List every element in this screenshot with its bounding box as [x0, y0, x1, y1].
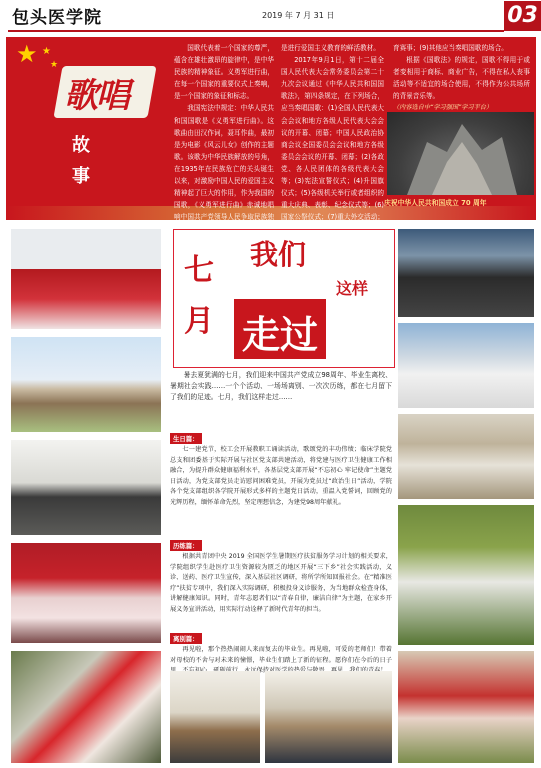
- volunteer-photo: [11, 651, 161, 763]
- classroom-photo: [398, 414, 534, 499]
- big-star-icon: ★: [16, 40, 38, 68]
- outdoor-clinic-photo: [398, 505, 534, 645]
- feature-title-char: 事: [72, 166, 90, 187]
- section-text: 七一建党节，校工会开展教职工诵读活动，歌颂党的丰功伟绩；临床学院党总支和团委基于实际开展与社区党支部共建活动，将党建与医疗卫生健康工作相融合，为提升群众健康福利水平，各基层党支部开展“不忘初心 牢记使命”主题党日活动，为党支部党员走访慰问困难党员，开展为党员过“政治生日”活动，学院各个党支部组织各学院开展形式多样的主题党日活动，重温入党誓词，回顾党的光辉历程，缅怀革命先烈，坚定理想信念，为建党98周年献礼。: [170, 446, 392, 506]
- section-tag: 离别篇：: [170, 633, 202, 644]
- body-section: [170, 626, 392, 677]
- event-photo: [11, 229, 161, 329]
- feature-column-1: [174, 42, 274, 260]
- group-photo: [11, 440, 161, 535]
- small-star-icon: ★: [42, 46, 51, 57]
- paragraph: 育赛事；(9)其他应当奏唱国歌的场合。: [393, 44, 508, 52]
- intro-paragraph: 暑去夏犹满的七月，我们迎来中国共产党成立98周年、毕业生离校、暑期社会实践……一个个活动、一场场离别、一次次历练，都在七月留下了我们的足迹。七月，我们这样走过……: [170, 371, 392, 401]
- feature-column-2: [281, 42, 384, 236]
- choir-photo: [11, 543, 161, 643]
- small-star-icon: ★: [50, 60, 59, 70]
- body-section: [170, 533, 392, 616]
- section-text: 再见啦，那个热热闹闹人来而复去的毕业生。再见啦，可爱的老师们！带着对母校的不舍与对未来的憧憬，毕业生们踏上了新的征程。愿你们在今后的日子: [170, 646, 392, 664]
- headline-emphasis: 走过: [242, 312, 319, 357]
- graduation-photo: [398, 229, 534, 317]
- school-building-photo: [11, 337, 161, 432]
- section-tag: 生日篇：: [170, 433, 202, 444]
- source-note: （内容选自中“学习强国”学习平台）: [393, 104, 493, 112]
- section-tag: 历练篇：: [170, 540, 202, 551]
- headline-char: 七: [184, 253, 214, 288]
- headline-word: 我们: [250, 238, 307, 271]
- page-number: 03: [504, 1, 541, 31]
- feature-title-main: 歌唱: [64, 76, 128, 116]
- feature-column-3: [393, 42, 530, 113]
- paragraph: 是进行爱国主义教育的鲜活教材。: [281, 44, 380, 52]
- paragraph: 我国宪法中规定：中华人民共和国国歌是《义勇军进行曲》。这歌曲由田汉作词，聂耳作曲，最初是为电影《风云儿女》创作的主题歌。该歌为中华民族解放的号角，在1935年在民族危亡的关头诞生以来，对激励中国人民的爱国主义精神起了巨大的作用，作为我国的国歌，《义勇军进行曲》赤诚地唱响中国共产党领导人民争取民族独: [174, 104, 274, 222]
- paragraph: 国歌代表着一个国家的尊严，蕴含在雄壮激昂的旋律中，是中华民族的精神象征。义勇军进行曲，在每一个国家的重要仪式上奏响，是一个国家的象征和标志。: [174, 44, 274, 101]
- photo-caption: 庆祝中华人民共和国成立 70 周年: [384, 199, 487, 207]
- newspaper-title: 包头医学院: [12, 8, 102, 28]
- issue-date: 2019 年 7 月 31 日: [262, 11, 335, 20]
- section-text: 根据共青团中央 2019 全国医学生暑期医疗扶贫服务学习计划的相关要求，学院组织学生赴医疗卫生资源较为匮乏的地区开展“三下乡”社会实践活动，义诊、送药、医疗卫生宣传，深入基层社区调研，将所学所知回报社会。在“精准医疗”扶贫专项中，我们深入实际调研，积极投身义诊服务，为当地群众检查身体，讲解健康知识。同时，青年志愿者们以“青春自律，廉洁自律”为主题，在家乡开展义务宣讲活动，用实际行动诠释了新时代青年的担当。: [170, 553, 392, 613]
- paragraph: 根据《国歌法》的规定，国歌不得用于或者变相用于商标、商业广告，不得在私人丧事活动等不适宜的场合使用，不得作为公共场所的背景音乐等。: [393, 56, 530, 101]
- headline-word: 这样: [336, 279, 369, 298]
- graduates-white-coats-photo: [398, 323, 534, 408]
- monument-photo: [387, 112, 534, 195]
- health-check-photo: [398, 651, 534, 763]
- headline-char: 月: [184, 304, 214, 339]
- feature-title-char: 故: [72, 135, 90, 156]
- masthead-rule: [8, 30, 504, 32]
- exhibition-photo: [265, 671, 392, 763]
- body-section: [170, 426, 392, 509]
- gallery-photo: [170, 671, 260, 763]
- paragraph: 2017年9月1日，第十二届全国人民代表大会常务委员会第二十九次会议通过《中华人民共和国国歌法》，第四条规定，在下列场合，应当奏唱国歌：(1)全国人民代表大会会议和地方各级人民代表大会会议的开幕、闭幕；中国人民政治协商会议全国委员会会议和地方各级委员会会议的开幕、闭幕；(2)各政党、各人民团体的各级代表大会等；(3)宪法宣誓仪式；(4)升国旗仪式；(5)各级机关举行或者组织的重大庆典、表彰、纪念仪式等；(6)国家公祭仪式；(7)重大外交活动；: [281, 56, 384, 222]
